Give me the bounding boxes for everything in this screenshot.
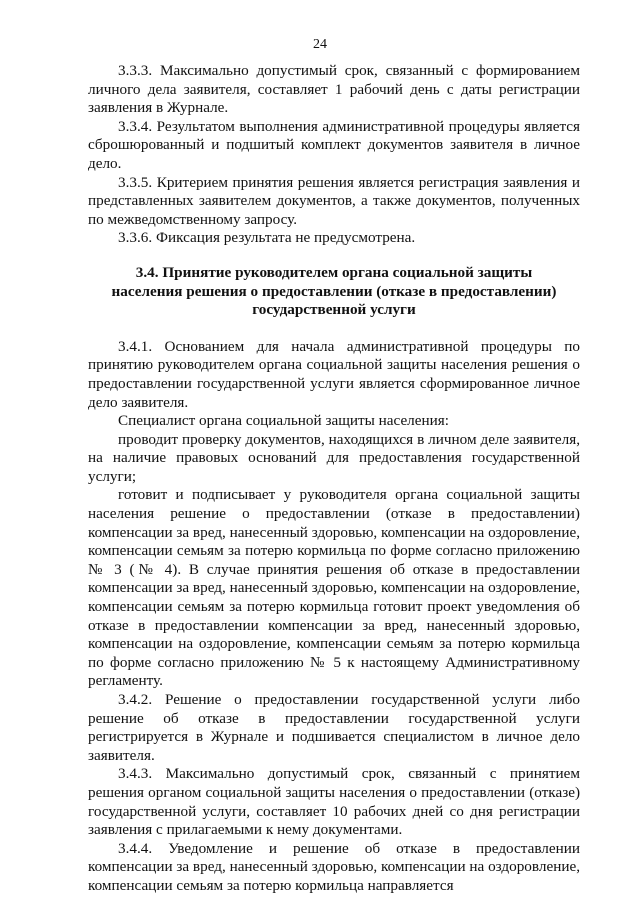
paragraph-specialist: Специалист органа социальной защиты населения:	[118, 412, 449, 430]
paragraph-check-documents: проводит проверку документов, находящихся в личном деле заявителя, на наличие правовых оснований для предоставления государственной услуги;	[88, 430, 580, 485]
paragraph-prepare-decision: готовит и подписывает у руководителя органа социальной защиты населения решение о предоставлении (отказе в предоставлении) компенсации за вред, нанесенный здоровью, компенсации на оздоровление, компенсации семьям за потерю кормильца по форме согласно приложению № 3 (№ 4). В случае принятия решения об отказе в предоставлении компенсации за вред, нанесенный здоровью, компенсации на оздоровление, компенсации семьям за потерю кормильца готовит проект уведомления об отказе в предоставлении компенсации за вред, нанесенный здоровью, компенсации на оздоровление, компенсации семьям за потерю кормильца по форме согласно приложению № 5 к настоящему Административному регламенту.	[88, 486, 580, 690]
paragraph-3-3-4: 3.3.4. Результатом выполнения административной процедуры является сброшюрованный и подшитый комплект документов заявителя в личное дело.	[88, 117, 580, 172]
paragraph-3-4-2: 3.4.2. Решение о предоставлении государственной услуги либо решение об отказе в предоставлении государственной услуги регистрируется в Журнале и подшивается специалистом в личное дело заявителя.	[88, 691, 580, 764]
paragraph-3-4-3: 3.4.3. Максимально допустимый срок, связанный с принятием решения органом социальной защиты населения о предоставлении (отказе) государственной услуги, составляет 10 рабочих дней со дня регистрации заявления с прилагаемыми к нему документами.	[88, 765, 580, 839]
paragraph-3-4-4: 3.4.4. Уведомление и решение об отказе в предоставлении компенсации за вред, нанесенный здоровью, компенсации на оздоровление, компенсации семьям за потерю кормильца направляется	[88, 839, 580, 894]
paragraph-3-4-1: 3.4.1. Основанием для начала административной процедуры по принятию руководителем органа социальной защиты населения решения о предоставлении государственной услуги является сформированное личное дело заявителя.	[88, 337, 580, 411]
paragraph-3-3-3: 3.3.3. Максимально допустимый срок, связанный с формированием личного дела заявителя, составляет 1 рабочий день с даты регистрации заявления в Журнале.	[88, 62, 580, 117]
document-body	[88, 62, 580, 896]
page-number: 24	[313, 37, 327, 52]
section-heading-3-4: 3.4. Принятие руководителем органа социальной защиты населения решения о предоставлении (отказе в предоставлении) государственной услуги	[111, 263, 557, 319]
paragraph-3-3-5: 3.3.5. Критерием принятия решения является регистрация заявления и представленных заявителем документов, а также документов, полученных по межведомственному запросу.	[88, 173, 580, 228]
paragraph-3-3-6: 3.3.6. Фиксация результата не предусмотрена.	[118, 229, 416, 247]
